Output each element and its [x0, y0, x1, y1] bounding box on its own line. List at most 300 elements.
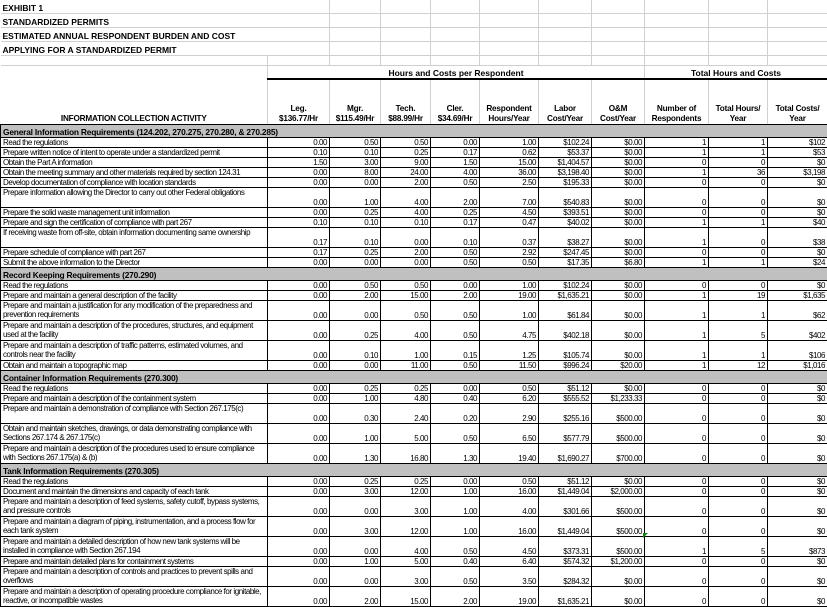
value-cell: 1 — [709, 148, 768, 158]
value-cell: 15.00 — [381, 291, 431, 301]
value-cell: $102.24 — [539, 281, 592, 291]
value-cell: 1.00 — [330, 188, 381, 208]
value-cell: $0.00 — [592, 384, 645, 394]
activity-cell: Prepare and maintain a description of feed systems, safety cutoff, bypass systems, and pressure controls — [1, 497, 268, 517]
value-cell: 0 — [709, 587, 768, 607]
value-cell: $3,198 — [768, 168, 827, 178]
value-cell: $500.00 — [592, 404, 645, 424]
section-header — [1, 371, 827, 384]
value-cell: 0.15 — [431, 341, 480, 361]
value-cell: $2,000.00 — [592, 487, 645, 497]
value-cell: 36 — [709, 168, 768, 178]
value-cell: 0 — [709, 178, 768, 188]
value-cell: 12.00 — [381, 487, 431, 497]
value-cell: 4.80 — [381, 394, 431, 404]
section-header — [1, 125, 827, 138]
activity-cell: Prepare schedule of compliance with part 267 — [1, 248, 268, 258]
activity-cell: Prepare and maintain a description of the procedures, structures, and equipment used at the facility — [1, 321, 268, 341]
value-cell: 1 — [709, 258, 768, 268]
value-cell: 0.10 — [431, 228, 480, 248]
value-cell: $0.00 — [592, 228, 645, 248]
table-row — [1, 444, 827, 464]
value-cell: 0.00 — [431, 477, 480, 487]
value-cell: 0 — [645, 208, 709, 218]
value-cell: 0 — [709, 394, 768, 404]
value-cell: 0.00 — [330, 497, 381, 517]
value-cell: 0 — [645, 178, 709, 188]
section-title: Container Information Requirements (270.300) — [1, 371, 827, 384]
value-cell: 0 — [645, 188, 709, 208]
value-cell: 0.50 — [431, 361, 480, 371]
table-row — [1, 517, 827, 537]
value-cell: 0.50 — [431, 321, 480, 341]
value-cell: $0.00 — [592, 188, 645, 208]
value-cell: 0.30 — [330, 404, 381, 424]
value-cell: 0.00 — [330, 361, 381, 371]
value-cell: 19.00 — [480, 291, 539, 301]
value-cell: $996.24 — [539, 361, 592, 371]
table-row — [1, 587, 827, 607]
value-cell: 1 — [709, 138, 768, 148]
value-cell: $284.32 — [539, 567, 592, 587]
value-cell: 0.00 — [268, 208, 330, 218]
table-row — [1, 138, 827, 148]
col-header-leg: Leg. $136.77/Hr — [268, 79, 330, 125]
value-cell: 1.00 — [330, 557, 381, 567]
activity-cell: Prepare and maintain a justification for any modification of the preparedness and prevention requirements — [1, 301, 268, 321]
value-cell: $0 — [768, 497, 827, 517]
value-cell: 0 — [645, 487, 709, 497]
value-cell: 0 — [709, 487, 768, 497]
value-cell: $106 — [768, 341, 827, 361]
value-cell: 0 — [645, 424, 709, 444]
activity-cell: Prepare and maintain a description of operating procedure compliance for ignitable, reactive, or incompatible wastes — [1, 587, 268, 607]
value-cell: 1.00 — [431, 497, 480, 517]
value-cell: 6.20 — [480, 394, 539, 404]
table-row — [1, 404, 827, 424]
value-cell: 1 — [709, 218, 768, 228]
value-cell: $700.00 — [592, 444, 645, 464]
value-cell: 2.00 — [381, 248, 431, 258]
value-cell: 0.25 — [330, 477, 381, 487]
table-row — [1, 301, 827, 321]
value-cell: 0.50 — [431, 424, 480, 444]
value-cell: $247.45 — [539, 248, 592, 258]
value-cell: 1.50 — [431, 158, 480, 168]
doc-subtitle: ESTIMATED ANNUAL RESPONDENT BURDEN AND COST — [1, 28, 268, 42]
value-cell: 0.00 — [330, 537, 381, 557]
value-cell: 1 — [645, 148, 709, 158]
value-cell: 0.17 — [431, 218, 480, 228]
value-cell: 0.00 — [268, 321, 330, 341]
value-cell: 1 — [645, 291, 709, 301]
activity-cell: Prepare and maintain a description of controls and practices to prevent spills and overflows — [1, 567, 268, 587]
value-cell: $1,635 — [768, 291, 827, 301]
value-cell: 0.10 — [268, 148, 330, 158]
value-cell: 0.00 — [268, 188, 330, 208]
value-cell: $0.00 — [592, 341, 645, 361]
value-cell: $0 — [768, 281, 827, 291]
value-cell: 0 — [645, 587, 709, 607]
value-cell: $0 — [768, 587, 827, 607]
table-row — [1, 361, 827, 371]
value-cell: 2.50 — [480, 178, 539, 188]
value-cell: 2.90 — [480, 404, 539, 424]
value-cell: $1,690.27 — [539, 444, 592, 464]
table-row — [1, 424, 827, 444]
value-cell: $1,449.04 — [539, 487, 592, 497]
value-cell: 0.17 — [431, 148, 480, 158]
value-cell: 0.00 — [431, 138, 480, 148]
value-cell: 1.00 — [381, 341, 431, 361]
col-header-respondents: Number of Respondents — [645, 79, 709, 125]
value-cell: 0.00 — [268, 557, 330, 567]
value-cell: 5.00 — [381, 557, 431, 567]
value-cell: 0.25 — [330, 321, 381, 341]
value-cell: 0.00 — [268, 301, 330, 321]
value-cell: $500.00 — [592, 424, 645, 444]
value-cell: $0 — [768, 158, 827, 168]
table-row — [1, 384, 827, 394]
value-cell: 19 — [709, 291, 768, 301]
table-row — [1, 567, 827, 587]
col-header-total-hours: Total Hours/ Year — [709, 79, 768, 125]
table-row — [1, 208, 827, 218]
value-cell: $402.18 — [539, 321, 592, 341]
value-cell: 1 — [645, 228, 709, 248]
value-cell: 0.25 — [381, 148, 431, 158]
value-cell: $1,635.21 — [539, 291, 592, 301]
value-cell: 0.50 — [381, 138, 431, 148]
value-cell: 16.00 — [480, 487, 539, 497]
value-cell: 4.50 — [480, 208, 539, 218]
value-cell: 4.00 — [480, 497, 539, 517]
table-row — [1, 487, 827, 497]
value-cell: 5.00 — [381, 424, 431, 444]
col-header-tech: Tech. $88.99/Hr — [381, 79, 431, 125]
activity-cell: Prepare and maintain a general description of the facility — [1, 291, 268, 301]
value-cell: $6.80 — [592, 258, 645, 268]
value-cell: $0.00 — [592, 281, 645, 291]
value-cell: $1,233.33 — [592, 394, 645, 404]
value-cell: 0.00 — [268, 517, 330, 537]
activity-cell: Prepare and sign the certification of compliance with part 267 — [1, 218, 268, 228]
value-cell: 9.00 — [381, 158, 431, 168]
value-cell: $1,635.21 — [539, 587, 592, 607]
value-cell: 0.10 — [381, 218, 431, 228]
value-cell: 0 — [645, 477, 709, 487]
value-cell: 1.50 — [268, 158, 330, 168]
value-cell: 2.40 — [381, 404, 431, 424]
value-cell: 0 — [645, 444, 709, 464]
value-cell: 0.00 — [268, 567, 330, 587]
table-row — [1, 281, 827, 291]
exhibit-title: EXHIBIT 1 — [1, 0, 268, 14]
value-cell: 1.00 — [480, 281, 539, 291]
value-cell: 0.50 — [431, 178, 480, 188]
value-cell: $53 — [768, 148, 827, 158]
value-cell: 0.00 — [268, 168, 330, 178]
value-cell: 1.00 — [431, 487, 480, 497]
value-cell: $0.00 — [592, 321, 645, 341]
col-header-mgr: Mgr. $115.49/Hr — [330, 79, 381, 125]
value-cell: 0 — [645, 557, 709, 567]
group-header-total: Total Hours and Costs — [645, 66, 827, 80]
value-cell: $0.00 — [592, 218, 645, 228]
value-cell: $51.12 — [539, 477, 592, 487]
value-cell: 0.25 — [381, 384, 431, 394]
value-cell: 1 — [709, 341, 768, 361]
activity-cell: Prepare information allowing the Director to carry out other Federal obligations — [1, 188, 268, 208]
value-cell: 4.00 — [381, 208, 431, 218]
value-cell: $0 — [768, 248, 827, 258]
value-cell: 0 — [645, 248, 709, 258]
value-cell: $0.00 — [592, 178, 645, 188]
value-cell: 1.00 — [480, 301, 539, 321]
value-cell: $402 — [768, 321, 827, 341]
activity-cell: Prepare and maintain a demonstration of compliance with Section 267.175(c) — [1, 404, 268, 424]
value-cell: 16.80 — [381, 444, 431, 464]
value-cell: $393.51 — [539, 208, 592, 218]
table-row — [1, 537, 827, 557]
value-cell: 0.00 — [268, 341, 330, 361]
value-cell: $62 — [768, 301, 827, 321]
value-cell: 0.00 — [268, 361, 330, 371]
value-cell: 1 — [645, 138, 709, 148]
value-cell: $102 — [768, 138, 827, 148]
col-header-activity: INFORMATION COLLECTION ACTIVITY — [1, 79, 268, 125]
value-cell: 11.50 — [480, 361, 539, 371]
value-cell: 2.00 — [330, 587, 381, 607]
value-cell: 0 — [709, 517, 768, 537]
value-cell: 0.00 — [330, 178, 381, 188]
col-header-cler: Cler. $34.69/Hr — [431, 79, 480, 125]
value-cell: $3,198.40 — [539, 168, 592, 178]
value-cell: $51.12 — [539, 384, 592, 394]
doc-title: STANDARDIZED PERMITS — [1, 14, 268, 28]
value-cell: $195.33 — [539, 178, 592, 188]
value-cell: $40 — [768, 218, 827, 228]
activity-cell: Prepare written notice of intent to operate under a standardized permit — [1, 148, 268, 158]
value-cell: 0.47 — [480, 218, 539, 228]
value-cell: $1,449.04 — [539, 517, 592, 537]
value-cell: $0 — [768, 384, 827, 394]
value-cell: 0.50 — [431, 567, 480, 587]
value-cell: $17.35 — [539, 258, 592, 268]
col-header-labor-cost: Labor Cost/Year — [539, 79, 592, 125]
value-cell: 0.10 — [330, 148, 381, 158]
value-cell: 3.50 — [480, 567, 539, 587]
value-cell: $53.37 — [539, 148, 592, 158]
value-cell: 0.17 — [268, 228, 330, 248]
value-cell: $38 — [768, 228, 827, 248]
value-cell: 0 — [709, 444, 768, 464]
value-cell: 5 — [709, 321, 768, 341]
value-cell: 0 — [645, 497, 709, 517]
value-cell: 0.00 — [330, 301, 381, 321]
value-cell: 0.10 — [330, 341, 381, 361]
value-cell: 0.00 — [381, 228, 431, 248]
value-cell: 3.00 — [381, 567, 431, 587]
value-cell: $500.00 — [592, 537, 645, 557]
col-header-respondent-hours: Respondent Hours/Year — [480, 79, 539, 125]
activity-cell: Read the regulations — [1, 281, 268, 291]
value-cell: 0 — [709, 158, 768, 168]
value-cell: 2.00 — [431, 587, 480, 607]
value-cell: 0 — [709, 424, 768, 444]
activity-cell: Prepare and maintain a description of the procedures used to ensure compliance with Sections 267.175(a) & (b) — [1, 444, 268, 464]
value-cell: 1 — [645, 258, 709, 268]
activity-cell: If receiving waste from off-site, obtain information documenting same ownership — [1, 228, 268, 248]
value-cell: 8.00 — [330, 168, 381, 178]
value-cell: 0.00 — [330, 258, 381, 268]
value-cell: $574.32 — [539, 557, 592, 567]
value-cell: $0.00 — [592, 587, 645, 607]
value-cell: 1 — [645, 301, 709, 321]
value-cell: $0.00 — [592, 301, 645, 321]
table-row — [1, 557, 827, 567]
value-cell: 12 — [709, 361, 768, 371]
value-cell: $24 — [768, 258, 827, 268]
value-cell: 0.50 — [330, 138, 381, 148]
table-row — [1, 178, 827, 188]
value-cell: 1.00 — [330, 394, 381, 404]
value-cell: 1.30 — [330, 444, 381, 464]
table-row — [1, 394, 827, 404]
section-header — [1, 268, 827, 281]
value-cell: 1 — [645, 341, 709, 361]
value-cell: 0.25 — [330, 248, 381, 258]
table-row — [1, 291, 827, 301]
group-header-hours-costs: Hours and Costs per Respondent — [268, 66, 645, 80]
section-title: Record Keeping Requirements (270.290) — [1, 268, 827, 281]
value-cell: 2.92 — [480, 248, 539, 258]
value-cell: $20.00 — [592, 361, 645, 371]
value-cell: $0.00 — [592, 138, 645, 148]
value-cell: 1 — [645, 537, 709, 557]
value-cell: 0 — [709, 497, 768, 517]
activity-cell: Obtain the Part A information — [1, 158, 268, 168]
value-cell: $0.00 — [592, 168, 645, 178]
value-cell: $0.00 — [592, 158, 645, 168]
value-cell: 0.50 — [431, 258, 480, 268]
value-cell: $0.00 — [592, 477, 645, 487]
value-cell: 0.40 — [431, 557, 480, 567]
value-cell: $38.27 — [539, 228, 592, 248]
value-cell: $555.52 — [539, 394, 592, 404]
value-cell: 0 — [709, 477, 768, 487]
value-cell: 0.00 — [268, 477, 330, 487]
table-row — [1, 321, 827, 341]
value-cell: 0 — [645, 394, 709, 404]
value-cell: 1.00 — [431, 517, 480, 537]
value-cell: 7.00 — [480, 188, 539, 208]
value-cell: $105.74 — [539, 341, 592, 361]
value-cell: 1.25 — [480, 341, 539, 361]
value-cell: 3.00 — [330, 487, 381, 497]
activity-cell: Read the regulations — [1, 477, 268, 487]
value-cell: 0 — [645, 567, 709, 587]
value-cell: 19.00 — [480, 587, 539, 607]
value-cell: 0 — [645, 404, 709, 424]
value-cell: 0 — [709, 384, 768, 394]
table-row — [1, 497, 827, 517]
value-cell: 1 — [709, 301, 768, 321]
activity-cell: Read the regulations — [1, 384, 268, 394]
table-row — [1, 188, 827, 208]
value-cell: 0.37 — [480, 228, 539, 248]
value-cell: 19.40 — [480, 444, 539, 464]
activity-cell: Document and maintain the dimensions and capacity of each tank — [1, 487, 268, 497]
value-cell: 0.00 — [268, 424, 330, 444]
cell-comment-marker — [643, 533, 648, 538]
value-cell: 1 — [645, 361, 709, 371]
value-cell: 0.50 — [480, 258, 539, 268]
value-cell: 0.00 — [268, 258, 330, 268]
value-cell: $102.24 — [539, 138, 592, 148]
table-row — [1, 148, 827, 158]
value-cell: 1.00 — [480, 138, 539, 148]
activity-cell: Prepare and maintain a description of traffic patterns, estimated volumes, and controls near the facility — [1, 341, 268, 361]
value-cell: 0.00 — [268, 138, 330, 148]
value-cell: 1.30 — [431, 444, 480, 464]
activity-cell: Obtain the meeting summary and other materials required by section 124.31 — [1, 168, 268, 178]
value-cell: $301.66 — [539, 497, 592, 517]
table-row — [1, 258, 827, 268]
activity-cell: Prepare and maintain detailed plans for containment systems — [1, 557, 268, 567]
value-cell: 1 — [645, 218, 709, 228]
value-cell: 0 — [709, 188, 768, 208]
value-cell: $540.83 — [539, 188, 592, 208]
value-cell: 3.00 — [330, 517, 381, 537]
table-row — [1, 477, 827, 487]
value-cell: $577.79 — [539, 424, 592, 444]
value-cell: 4.00 — [381, 188, 431, 208]
value-cell: 0.00 — [268, 444, 330, 464]
value-cell: $500.00 — [592, 497, 645, 517]
value-cell: 0.17 — [268, 248, 330, 258]
value-cell: $0 — [768, 188, 827, 208]
value-cell: $0.00 — [592, 291, 645, 301]
value-cell: 4.75 — [480, 321, 539, 341]
value-cell: 12.00 — [381, 517, 431, 537]
value-cell: 0 — [645, 281, 709, 291]
value-cell: 0.50 — [381, 281, 431, 291]
value-cell: 0.10 — [330, 228, 381, 248]
activity-cell: Develop documentation of compliance with location standards — [1, 178, 268, 188]
table-row — [1, 228, 827, 248]
value-cell: $0.00 — [592, 567, 645, 587]
value-cell: $0 — [768, 557, 827, 567]
value-cell: 0 — [709, 567, 768, 587]
value-cell: 0 — [645, 158, 709, 168]
value-cell: $873 — [768, 537, 827, 557]
col-header-om-cost: O&M Cost/Year — [592, 79, 645, 125]
value-cell: 0.00 — [268, 487, 330, 497]
table-row — [1, 158, 827, 168]
col-header-total-costs: Total Costs/ Year — [768, 79, 827, 125]
value-cell: $0 — [768, 444, 827, 464]
value-cell: 16.00 — [480, 517, 539, 537]
value-cell: 0.25 — [330, 208, 381, 218]
value-cell: $0 — [768, 424, 827, 444]
value-cell: 24.00 — [381, 168, 431, 178]
value-cell: 0.50 — [480, 477, 539, 487]
value-cell: 0.25 — [381, 477, 431, 487]
value-cell: 5 — [709, 537, 768, 557]
value-cell: 0 — [709, 404, 768, 424]
value-cell: $0 — [768, 487, 827, 497]
